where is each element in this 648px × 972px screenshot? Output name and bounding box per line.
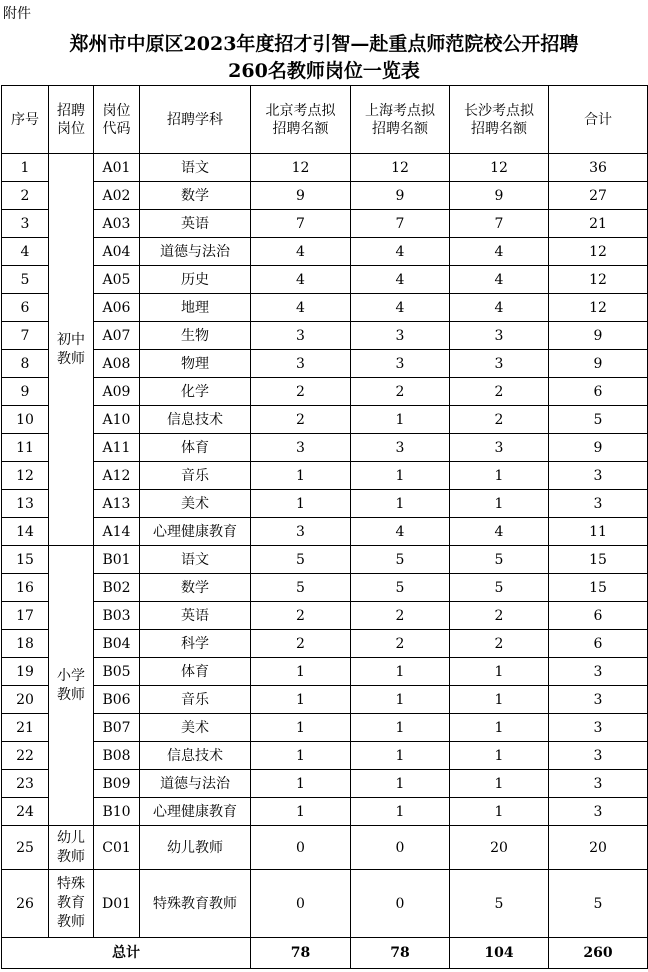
cell-shanghai: 2 [351,630,450,658]
cell-shanghai: 1 [351,742,450,770]
cell-changsha: 2 [450,378,549,406]
header-post [49,86,94,154]
cell-seq: 3 [2,210,49,238]
cell-seq: 24 [2,798,49,826]
header-changsha [450,86,549,154]
cell-seq: 9 [2,378,49,406]
cell-total: 9 [549,350,648,378]
cell-shanghai: 0 [351,826,450,870]
cell-changsha: 5 [450,870,549,938]
cell-total: 15 [549,546,648,574]
table-row [2,154,648,182]
cell-changsha: 3 [450,350,549,378]
cell-changsha: 4 [450,266,549,294]
table-row [2,378,648,406]
table-row [2,714,648,742]
cell-seq: 21 [2,714,49,742]
cell-seq: 18 [2,630,49,658]
cell-total: 12 [549,238,648,266]
cell-code: A06 [94,294,140,322]
header-shanghai-text: 上海考点拟招聘名额 [365,102,435,137]
cell-post-text: 特殊教育教师 [57,876,85,930]
cell-shanghai: 3 [351,350,450,378]
cell-post [49,546,94,826]
cell-post-text: 小学教师 [57,667,85,703]
cell-post [49,826,94,870]
header-seq: 序号 [2,86,49,154]
cell-post [49,154,94,546]
cell-code: D01 [94,870,140,938]
cell-code: B10 [94,798,140,826]
cell-seq: 13 [2,490,49,518]
table-row [2,238,648,266]
table-row [2,210,648,238]
cell-code: B06 [94,686,140,714]
cell-beijing: 12 [251,154,351,182]
cell-changsha: 7 [450,210,549,238]
table-row [2,518,648,546]
table-row [2,546,648,574]
cell-shanghai: 9 [351,182,450,210]
cell-beijing: 3 [251,434,351,462]
table-row [2,434,648,462]
cell-code: B03 [94,602,140,630]
table-row [2,770,648,798]
cell-subject: 道德与法治 [140,770,251,798]
cell-seq: 5 [2,266,49,294]
cell-seq: 2 [2,182,49,210]
table-row [2,294,648,322]
cell-seq: 8 [2,350,49,378]
cell-total: 27 [549,182,648,210]
table-row [2,870,648,938]
cell-subject: 英语 [140,602,251,630]
cell-subject: 心理健康教育 [140,518,251,546]
cell-subject: 幼儿教师 [140,826,251,870]
cell-code: A14 [94,518,140,546]
cell-shanghai: 12 [351,154,450,182]
table-row [2,322,648,350]
cell-beijing: 4 [251,294,351,322]
cell-changsha: 1 [450,714,549,742]
cell-seq: 16 [2,574,49,602]
cell-shanghai: 2 [351,602,450,630]
cell-shanghai: 1 [351,798,450,826]
cell-seq: 10 [2,406,49,434]
cell-changsha: 9 [450,182,549,210]
cell-changsha: 3 [450,434,549,462]
cell-beijing: 0 [251,826,351,870]
cell-total: 5 [549,870,648,938]
cell-shanghai: 4 [351,238,450,266]
cell-code: B04 [94,630,140,658]
header-post-text: 招聘岗位 [57,102,85,137]
cell-subject: 数学 [140,574,251,602]
cell-code: A09 [94,378,140,406]
cell-changsha: 2 [450,602,549,630]
cell-subject: 道德与法治 [140,238,251,266]
totals-label: 总计 [2,938,251,969]
table-row [2,798,648,826]
cell-code: A13 [94,490,140,518]
cell-shanghai: 5 [351,574,450,602]
cell-shanghai: 1 [351,490,450,518]
cell-shanghai: 1 [351,686,450,714]
totals-row [2,938,648,969]
cell-code: A10 [94,406,140,434]
cell-code: B09 [94,770,140,798]
header-beijing [251,86,351,154]
totals-changsha: 104 [450,938,549,969]
page-subtitle: 260名教师岗位一览表 [228,60,420,82]
header-beijing-text: 北京考点拟招聘名额 [265,102,336,137]
cell-seq: 4 [2,238,49,266]
cell-total: 6 [549,630,648,658]
cell-shanghai: 7 [351,210,450,238]
cell-beijing: 3 [251,322,351,350]
cell-changsha: 4 [450,294,549,322]
cell-shanghai: 3 [351,434,450,462]
cell-beijing: 5 [251,546,351,574]
table-row [2,490,648,518]
totals-shanghai: 78 [351,938,450,969]
cell-shanghai: 4 [351,518,450,546]
table-row [2,462,648,490]
cell-code: A11 [94,434,140,462]
cell-code: B01 [94,546,140,574]
cell-code: A01 [94,154,140,182]
cell-total: 3 [549,798,648,826]
cell-shanghai: 1 [351,770,450,798]
cell-seq: 26 [2,870,49,938]
table-row [2,266,648,294]
cell-changsha: 3 [450,322,549,350]
cell-changsha: 2 [450,406,549,434]
cell-seq: 22 [2,742,49,770]
cell-beijing: 2 [251,378,351,406]
positions-table [1,85,648,969]
cell-total: 5 [549,406,648,434]
cell-beijing: 0 [251,870,351,938]
cell-seq: 25 [2,826,49,870]
cell-total: 3 [549,770,648,798]
cell-post [49,870,94,938]
cell-total: 12 [549,294,648,322]
cell-total: 21 [549,210,648,238]
cell-shanghai: 1 [351,714,450,742]
cell-total: 3 [549,686,648,714]
cell-seq: 20 [2,686,49,714]
table-header-row [2,86,648,154]
cell-seq: 14 [2,518,49,546]
cell-code: A04 [94,238,140,266]
cell-changsha: 12 [450,154,549,182]
cell-beijing: 9 [251,182,351,210]
totals-beijing: 78 [251,938,351,969]
cell-changsha: 1 [450,490,549,518]
cell-post-text: 初中教师 [57,331,85,367]
header-code-text: 岗位代码 [102,102,131,137]
header-shanghai [351,86,450,154]
cell-subject: 信息技术 [140,742,251,770]
cell-code: A07 [94,322,140,350]
cell-total: 3 [549,658,648,686]
cell-seq: 19 [2,658,49,686]
cell-subject: 信息技术 [140,406,251,434]
cell-total: 3 [549,462,648,490]
cell-code: A08 [94,350,140,378]
cell-seq: 7 [2,322,49,350]
cell-beijing: 4 [251,238,351,266]
cell-subject: 生物 [140,322,251,350]
cell-changsha: 1 [450,798,549,826]
table-row [2,742,648,770]
cell-subject: 化学 [140,378,251,406]
cell-seq: 23 [2,770,49,798]
table-row [2,602,648,630]
table-row [2,406,648,434]
cell-shanghai: 2 [351,378,450,406]
cell-shanghai: 4 [351,266,450,294]
cell-beijing: 1 [251,742,351,770]
cell-beijing: 3 [251,350,351,378]
cell-changsha: 1 [450,742,549,770]
cell-seq: 12 [2,462,49,490]
cell-subject: 科学 [140,630,251,658]
cell-code: B02 [94,574,140,602]
cell-shanghai: 1 [351,658,450,686]
cell-subject: 历史 [140,266,251,294]
cell-shanghai: 1 [351,462,450,490]
cell-beijing: 1 [251,658,351,686]
cell-beijing: 4 [251,266,351,294]
header-subject: 招聘学科 [140,86,251,154]
cell-changsha: 5 [450,574,549,602]
table-body [2,154,648,938]
cell-total: 9 [549,434,648,462]
cell-subject: 语文 [140,154,251,182]
cell-changsha: 1 [450,658,549,686]
header-changsha-text: 长沙考点拟招聘名额 [464,102,534,137]
cell-subject: 心理健康教育 [140,798,251,826]
cell-code: B05 [94,658,140,686]
cell-beijing: 2 [251,406,351,434]
cell-beijing: 2 [251,630,351,658]
cell-beijing: 1 [251,490,351,518]
table-row [2,826,648,870]
cell-subject: 数学 [140,182,251,210]
table-row [2,686,648,714]
cell-code: A02 [94,182,140,210]
cell-beijing: 5 [251,574,351,602]
cell-shanghai: 0 [351,870,450,938]
cell-beijing: 1 [251,462,351,490]
cell-total: 6 [549,378,648,406]
cell-beijing: 1 [251,770,351,798]
cell-subject: 英语 [140,210,251,238]
cell-seq: 6 [2,294,49,322]
cell-subject: 语文 [140,546,251,574]
cell-changsha: 2 [450,630,549,658]
cell-beijing: 3 [251,518,351,546]
cell-subject: 美术 [140,490,251,518]
cell-shanghai: 3 [351,322,450,350]
cell-subject: 音乐 [140,686,251,714]
cell-shanghai: 4 [351,294,450,322]
table-row [2,658,648,686]
cell-total: 20 [549,826,648,870]
cell-total: 3 [549,742,648,770]
cell-code: C01 [94,826,140,870]
cell-total: 3 [549,714,648,742]
attachment-label: 附件 [3,6,31,22]
cell-total: 6 [549,602,648,630]
cell-beijing: 7 [251,210,351,238]
cell-changsha: 1 [450,770,549,798]
cell-total: 9 [549,322,648,350]
table-row [2,182,648,210]
table-row [2,350,648,378]
header-code [94,86,140,154]
cell-subject: 体育 [140,658,251,686]
header-total: 合计 [549,86,648,154]
cell-subject: 特殊教育教师 [140,870,251,938]
cell-changsha: 1 [450,686,549,714]
cell-code: A05 [94,266,140,294]
cell-total: 15 [549,574,648,602]
cell-beijing: 1 [251,714,351,742]
cell-seq: 11 [2,434,49,462]
page-title: 郑州市中原区2023年度招才引智—赴重点师范院校公开招聘 [69,33,579,55]
cell-beijing: 2 [251,602,351,630]
cell-code: B08 [94,742,140,770]
cell-subject: 地理 [140,294,251,322]
cell-changsha: 20 [450,826,549,870]
totals-total: 260 [549,938,648,969]
cell-shanghai: 1 [351,406,450,434]
cell-code: B07 [94,714,140,742]
cell-total: 36 [549,154,648,182]
cell-total: 11 [549,518,648,546]
table-row [2,574,648,602]
cell-code: A12 [94,462,140,490]
cell-subject: 体育 [140,434,251,462]
cell-changsha: 5 [450,546,549,574]
cell-subject: 物理 [140,350,251,378]
cell-seq: 15 [2,546,49,574]
table-row [2,630,648,658]
cell-beijing: 1 [251,798,351,826]
cell-total: 12 [549,266,648,294]
cell-seq: 1 [2,154,49,182]
cell-subject: 美术 [140,714,251,742]
cell-subject: 音乐 [140,462,251,490]
cell-changsha: 1 [450,462,549,490]
cell-total: 3 [549,490,648,518]
cell-shanghai: 5 [351,546,450,574]
cell-seq: 17 [2,602,49,630]
cell-code: A03 [94,210,140,238]
cell-beijing: 1 [251,686,351,714]
cell-changsha: 4 [450,518,549,546]
cell-changsha: 4 [450,238,549,266]
cell-post-text: 幼儿教师 [57,829,85,865]
